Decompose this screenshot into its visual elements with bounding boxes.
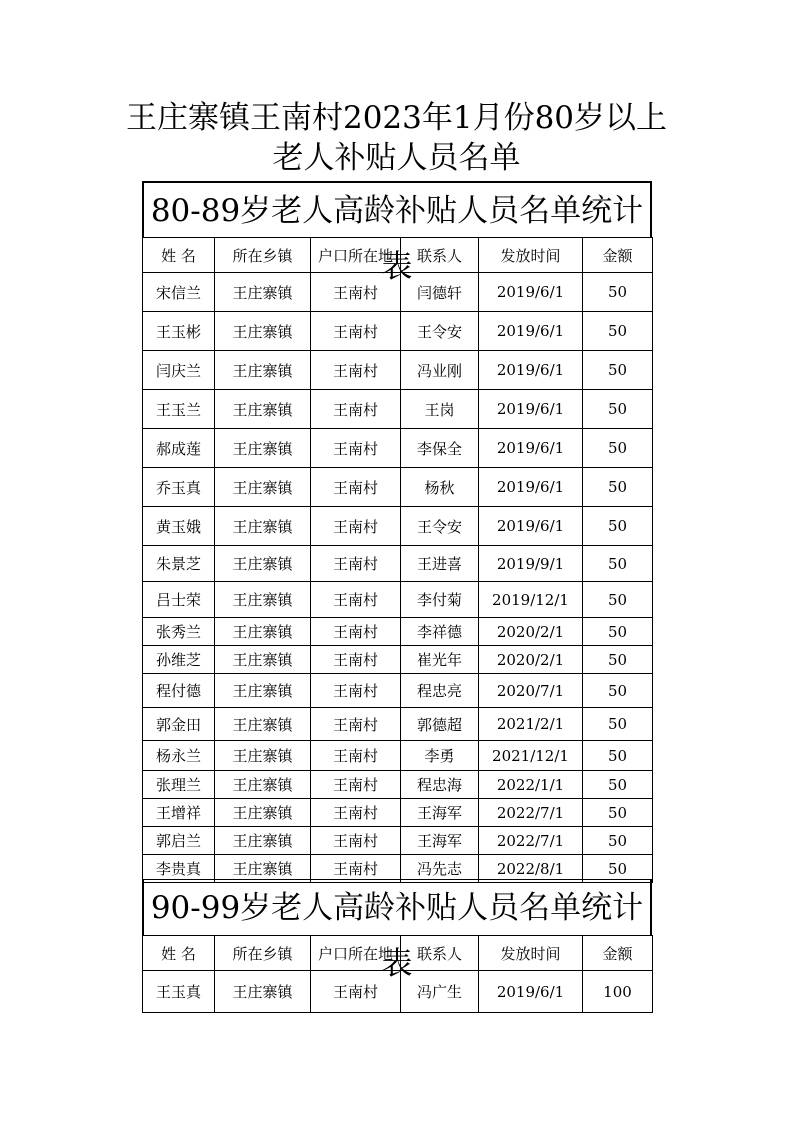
amount-cell: 100	[583, 971, 653, 1013]
date-cell: 2019/6/1	[479, 312, 583, 351]
column-header: 金额	[583, 936, 653, 971]
town-cell: 王庄寨镇	[215, 741, 311, 771]
section-80-89	[142, 181, 652, 883]
column-header: 姓 名	[143, 238, 215, 273]
column-header: 所在乡镇	[215, 936, 311, 971]
contact-cell: 李勇	[401, 741, 479, 771]
hukou-cell: 王南村	[311, 741, 401, 771]
date-cell: 2021/2/1	[479, 708, 583, 741]
page-title: 王庄寨镇王南村2023年1月份80岁以上	[125, 100, 668, 136]
name-cell: 王玉兰	[143, 390, 215, 429]
name-cell: 张秀兰	[143, 618, 215, 646]
town-cell: 王庄寨镇	[215, 674, 311, 708]
hukou-cell: 王南村	[311, 507, 401, 546]
town-cell: 王庄寨镇	[215, 971, 311, 1013]
table-row	[143, 351, 653, 390]
contact-cell: 王进喜	[401, 546, 479, 582]
column-header: 发放时间	[479, 238, 583, 273]
name-cell: 郝成莲	[143, 429, 215, 468]
hukou-cell: 王南村	[311, 273, 401, 312]
date-cell: 2019/6/1	[479, 429, 583, 468]
subsidy-table	[142, 237, 653, 883]
town-cell: 王庄寨镇	[215, 351, 311, 390]
name-cell: 王玉真	[143, 971, 215, 1013]
amount-cell: 50	[583, 855, 653, 883]
section-title: 80-89岁老人高龄补贴人员名单统计表	[142, 181, 652, 237]
contact-cell: 王令安	[401, 312, 479, 351]
hukou-cell: 王南村	[311, 351, 401, 390]
hukou-cell: 王南村	[311, 646, 401, 674]
contact-cell: 王海军	[401, 827, 479, 855]
town-cell: 王庄寨镇	[215, 771, 311, 799]
hukou-cell: 王南村	[311, 468, 401, 507]
column-header: 联系人	[401, 238, 479, 273]
column-header: 姓 名	[143, 936, 215, 971]
name-cell: 王增祥	[143, 799, 215, 827]
amount-cell: 50	[583, 618, 653, 646]
table-row	[143, 646, 653, 674]
date-cell: 2022/1/1	[479, 771, 583, 799]
amount-cell: 50	[583, 741, 653, 771]
date-cell: 2022/7/1	[479, 827, 583, 855]
date-cell: 2020/2/1	[479, 618, 583, 646]
section-title: 90-99岁老人高龄补贴人员名单统计表	[142, 879, 652, 935]
town-cell: 王庄寨镇	[215, 273, 311, 312]
date-cell: 2019/6/1	[479, 390, 583, 429]
column-header: 金额	[583, 238, 653, 273]
date-cell: 2019/9/1	[479, 546, 583, 582]
amount-cell: 50	[583, 390, 653, 429]
contact-cell: 郭德超	[401, 708, 479, 741]
hukou-cell: 王南村	[311, 971, 401, 1013]
town-cell: 王庄寨镇	[215, 546, 311, 582]
name-cell: 宋信兰	[143, 273, 215, 312]
table-row	[143, 674, 653, 708]
column-header: 户口所在地	[311, 936, 401, 971]
town-cell: 王庄寨镇	[215, 646, 311, 674]
hukou-cell: 王南村	[311, 429, 401, 468]
town-cell: 王庄寨镇	[215, 582, 311, 618]
town-cell: 王庄寨镇	[215, 468, 311, 507]
table-row	[143, 312, 653, 351]
contact-cell: 王令安	[401, 507, 479, 546]
date-cell: 2022/7/1	[479, 799, 583, 827]
date-cell: 2019/6/1	[479, 351, 583, 390]
column-header: 户口所在地	[311, 238, 401, 273]
amount-cell: 50	[583, 799, 653, 827]
hukou-cell: 王南村	[311, 390, 401, 429]
name-cell: 朱景芝	[143, 546, 215, 582]
contact-cell: 程忠海	[401, 771, 479, 799]
amount-cell: 50	[583, 468, 653, 507]
name-cell: 王玉彬	[143, 312, 215, 351]
date-cell: 2020/7/1	[479, 674, 583, 708]
name-cell: 黄玉娥	[143, 507, 215, 546]
contact-cell: 王海军	[401, 799, 479, 827]
contact-cell: 闫德轩	[401, 273, 479, 312]
date-cell: 2019/6/1	[479, 507, 583, 546]
town-cell: 王庄寨镇	[215, 799, 311, 827]
contact-cell: 冯业刚	[401, 351, 479, 390]
date-cell: 2021/12/1	[479, 741, 583, 771]
town-cell: 王庄寨镇	[215, 312, 311, 351]
name-cell: 吕士荣	[143, 582, 215, 618]
hukou-cell: 王南村	[311, 855, 401, 883]
table-row	[143, 429, 653, 468]
hukou-cell: 王南村	[311, 771, 401, 799]
contact-cell: 李保全	[401, 429, 479, 468]
name-cell: 程付德	[143, 674, 215, 708]
contact-cell: 程忠亮	[401, 674, 479, 708]
date-cell: 2019/6/1	[479, 468, 583, 507]
table-row	[143, 618, 653, 646]
hukou-cell: 王南村	[311, 312, 401, 351]
contact-cell: 李祥德	[401, 618, 479, 646]
hukou-cell: 王南村	[311, 827, 401, 855]
amount-cell: 50	[583, 674, 653, 708]
name-cell: 郭启兰	[143, 827, 215, 855]
amount-cell: 50	[583, 312, 653, 351]
amount-cell: 50	[583, 771, 653, 799]
column-header: 发放时间	[479, 936, 583, 971]
section-90-99	[142, 879, 652, 1013]
town-cell: 王庄寨镇	[215, 390, 311, 429]
column-header: 联系人	[401, 936, 479, 971]
table-row	[143, 582, 653, 618]
column-header: 所在乡镇	[215, 238, 311, 273]
table-row	[143, 827, 653, 855]
amount-cell: 50	[583, 507, 653, 546]
table-row	[143, 708, 653, 741]
name-cell: 张理兰	[143, 771, 215, 799]
hukou-cell: 王南村	[311, 582, 401, 618]
table-row	[143, 799, 653, 827]
contact-cell: 冯广生	[401, 971, 479, 1013]
town-cell: 王庄寨镇	[215, 708, 311, 741]
table-row	[143, 390, 653, 429]
name-cell: 乔玉真	[143, 468, 215, 507]
contact-cell: 李付菊	[401, 582, 479, 618]
hukou-cell: 王南村	[311, 618, 401, 646]
amount-cell: 50	[583, 429, 653, 468]
table-row	[143, 507, 653, 546]
date-cell: 2019/6/1	[479, 273, 583, 312]
contact-cell: 冯先志	[401, 855, 479, 883]
amount-cell: 50	[583, 708, 653, 741]
amount-cell: 50	[583, 546, 653, 582]
town-cell: 王庄寨镇	[215, 855, 311, 883]
town-cell: 王庄寨镇	[215, 507, 311, 546]
table-row	[143, 741, 653, 771]
amount-cell: 50	[583, 351, 653, 390]
name-cell: 郭金田	[143, 708, 215, 741]
date-cell: 2020/2/1	[479, 646, 583, 674]
hukou-cell: 王南村	[311, 546, 401, 582]
amount-cell: 50	[583, 646, 653, 674]
amount-cell: 50	[583, 273, 653, 312]
town-cell: 王庄寨镇	[215, 827, 311, 855]
hukou-cell: 王南村	[311, 708, 401, 741]
town-cell: 王庄寨镇	[215, 429, 311, 468]
hukou-cell: 王南村	[311, 799, 401, 827]
name-cell: 李贵真	[143, 855, 215, 883]
name-cell: 杨永兰	[143, 741, 215, 771]
date-cell: 2019/12/1	[479, 582, 583, 618]
contact-cell: 杨秋	[401, 468, 479, 507]
table-row	[143, 468, 653, 507]
amount-cell: 50	[583, 582, 653, 618]
amount-cell: 50	[583, 827, 653, 855]
contact-cell: 崔光年	[401, 646, 479, 674]
name-cell: 闫庆兰	[143, 351, 215, 390]
hukou-cell: 王南村	[311, 674, 401, 708]
town-cell: 王庄寨镇	[215, 618, 311, 646]
table-row	[143, 771, 653, 799]
date-cell: 2019/6/1	[479, 971, 583, 1013]
table-row	[143, 546, 653, 582]
contact-cell: 王岗	[401, 390, 479, 429]
name-cell: 孙维芝	[143, 646, 215, 674]
date-cell: 2022/8/1	[479, 855, 583, 883]
page-subtitle: 老人补贴人员名单	[272, 140, 521, 176]
